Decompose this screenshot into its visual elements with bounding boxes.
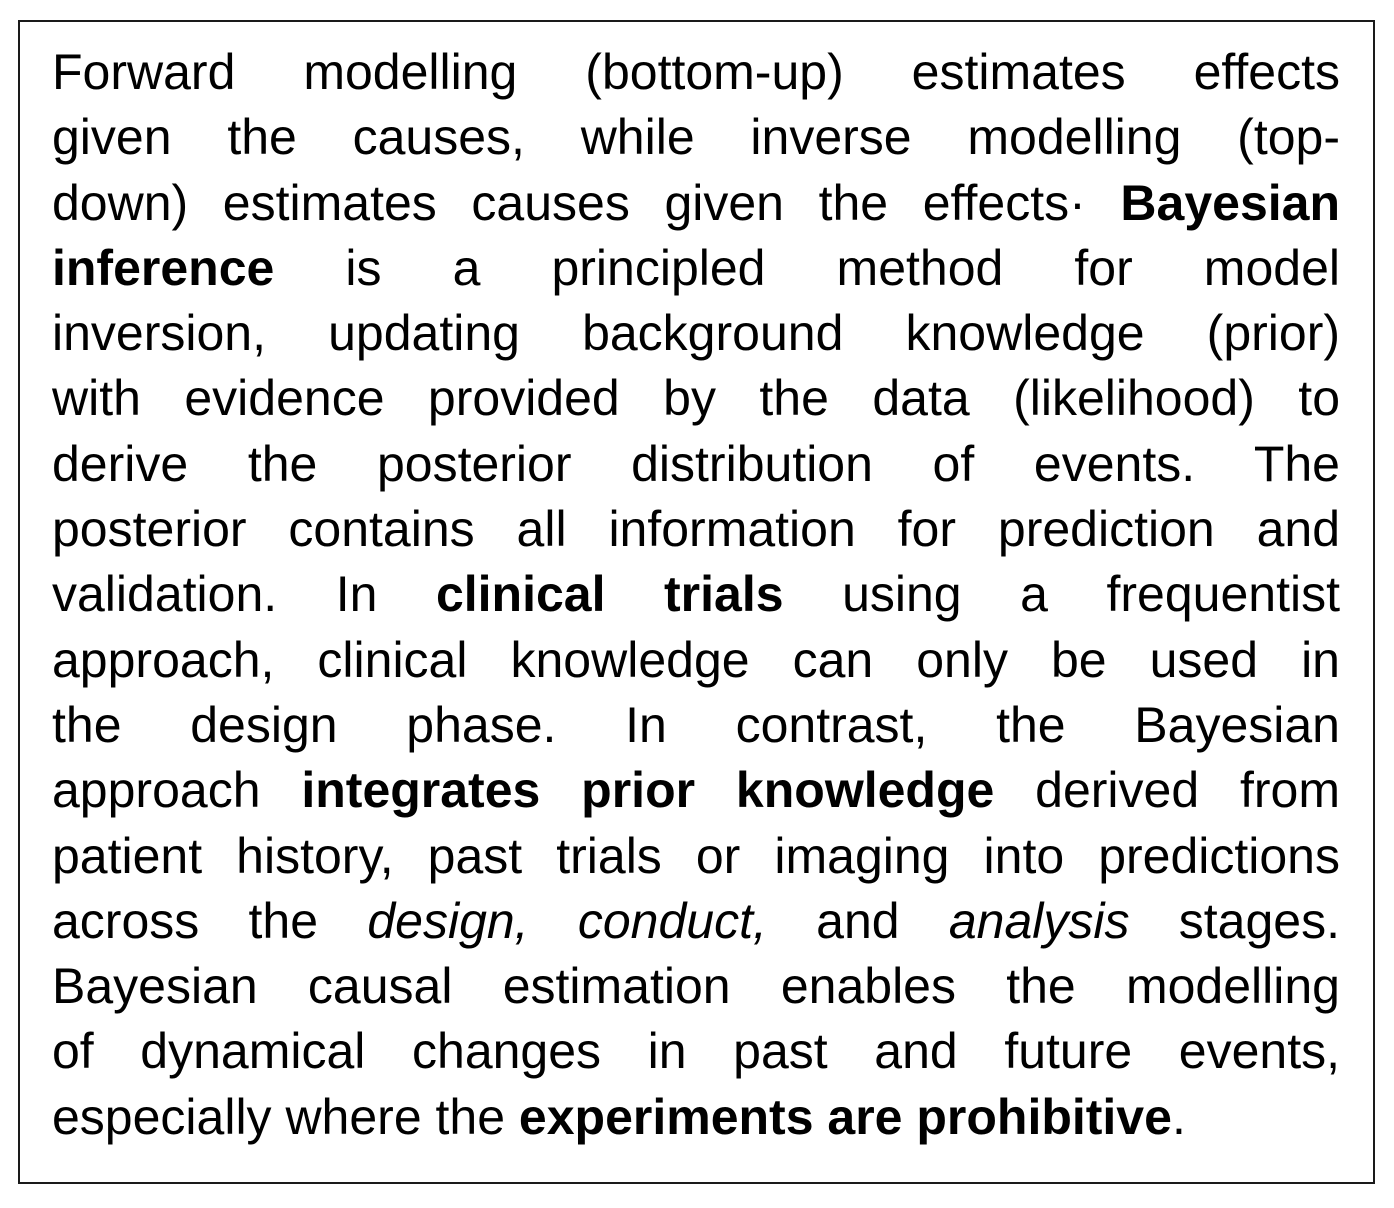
text-line [52, 432, 1340, 497]
text-run: posterior contains all information for prediction and [52, 501, 1340, 558]
text-run: across the [52, 892, 368, 949]
text-run: validation. In [52, 566, 436, 623]
text-run: Forward modelling (bottom-up) estimates effects [52, 44, 1340, 100]
text-run: derived from [994, 762, 1341, 819]
text-line [52, 366, 1340, 431]
text-line [52, 497, 1340, 562]
text-line [52, 562, 1340, 627]
paragraph [52, 40, 1340, 1150]
text-line [52, 171, 1340, 236]
text-line [52, 824, 1340, 889]
text-run: stages. [1129, 892, 1340, 949]
text-run: approach [52, 762, 302, 819]
text-run: inversion, updating background knowledge (prior) [52, 305, 1340, 362]
bold-text: experiments are prohibitive [518, 1088, 1172, 1145]
text-line [52, 954, 1340, 1019]
text-run: is a principled method for model [274, 239, 1340, 296]
text-run: given the causes, while inverse modelling (top- [52, 109, 1340, 166]
text-run: down) estimates causes given the effects· [52, 174, 1121, 231]
text-run: and [766, 892, 949, 949]
text-run: approach, clinical knowledge can only be used in [52, 631, 1340, 688]
text-line [52, 693, 1340, 758]
text-run: especially where the [52, 1088, 519, 1145]
text-line [52, 236, 1340, 301]
bold-text: integrates prior knowledge [301, 762, 995, 819]
text-line [52, 301, 1340, 366]
text-run: with evidence provided by the data (likelihood) to [52, 370, 1340, 427]
text-line [52, 758, 1340, 823]
text-run: derive the posterior distribution of events. The [52, 435, 1340, 492]
bold-text: Bayesian [1120, 174, 1340, 231]
bold-text: clinical trials [435, 566, 784, 623]
italic-text: analysis [948, 892, 1130, 949]
text-line [52, 1085, 1340, 1150]
text-run: the design phase. In contrast, the Bayesian [52, 696, 1340, 753]
text-line [52, 105, 1340, 170]
text-run: Bayesian causal estimation enables the modelling [52, 958, 1340, 1015]
text-run: patient history, past trials or imaging into predictions [52, 827, 1340, 884]
text-line [52, 628, 1340, 693]
text-line [52, 889, 1340, 954]
bold-text: inference [52, 239, 275, 296]
italic-text: design, conduct, [367, 892, 767, 949]
text-run: . [1171, 1088, 1186, 1145]
text-line [52, 40, 1340, 105]
text-line [52, 1019, 1340, 1084]
text-run: using a frequentist [783, 566, 1340, 623]
text-run: of dynamical changes in past and future events, [52, 1023, 1340, 1080]
